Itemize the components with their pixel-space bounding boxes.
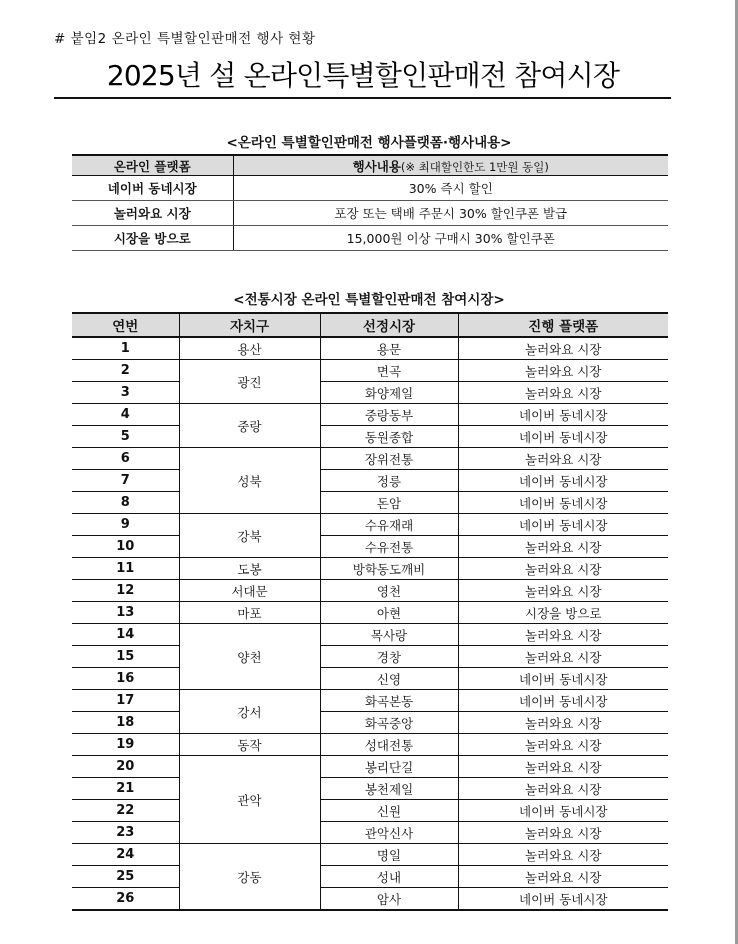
market-row bbox=[72, 602, 668, 624]
market-row bbox=[72, 514, 668, 536]
district-name: 관악 bbox=[179, 756, 320, 844]
row-number: 18 bbox=[72, 712, 179, 734]
market-name: 수유전통 bbox=[320, 536, 458, 558]
attachment-note: # 붙임2 온라인 특별할인판매전 행사 현황 bbox=[54, 31, 316, 47]
market-row bbox=[72, 822, 668, 844]
market-platform: 놀러와요 시장 bbox=[458, 624, 668, 646]
header-platform: 진행 플랫폼 bbox=[458, 313, 668, 337]
row-number: 3 bbox=[72, 382, 179, 404]
market-name: 관악신사 bbox=[320, 822, 458, 844]
header-content bbox=[233, 155, 668, 176]
market-platform: 놀러와요 시장 bbox=[458, 646, 668, 668]
market-name: 영천 bbox=[320, 580, 458, 602]
market-row bbox=[72, 734, 668, 756]
row-number: 15 bbox=[72, 646, 179, 668]
market-platform: 놀러와요 시장 bbox=[458, 536, 668, 558]
district-name: 광진 bbox=[179, 360, 320, 404]
market-name: 용문 bbox=[320, 337, 458, 360]
market-platform: 네이버 동네시장 bbox=[458, 426, 668, 448]
market-platform: 놀러와요 시장 bbox=[458, 866, 668, 888]
platform-content: 15,000원 이상 구매시 30% 할인쿠폰 bbox=[233, 226, 668, 251]
market-platform: 네이버 동네시장 bbox=[458, 888, 668, 911]
market-table-header bbox=[72, 313, 668, 337]
market-row bbox=[72, 778, 668, 800]
market-platform: 네이버 동네시장 bbox=[458, 690, 668, 712]
market-name: 암사 bbox=[320, 888, 458, 911]
market-row bbox=[72, 558, 668, 580]
market-platform: 놀러와요 시장 bbox=[458, 580, 668, 602]
district-name: 성북 bbox=[179, 448, 320, 514]
market-row bbox=[72, 624, 668, 646]
row-number: 22 bbox=[72, 800, 179, 822]
platform-table bbox=[72, 154, 668, 251]
platform-row bbox=[72, 226, 668, 251]
row-number: 2 bbox=[72, 360, 179, 382]
market-name: 면곡 bbox=[320, 360, 458, 382]
district-name: 용산 bbox=[179, 337, 320, 360]
market-table-body bbox=[72, 337, 668, 910]
market-name: 방학동도깨비 bbox=[320, 558, 458, 580]
market-name: 동원종합 bbox=[320, 426, 458, 448]
market-row bbox=[72, 844, 668, 866]
row-number: 8 bbox=[72, 492, 179, 514]
market-platform: 놀러와요 시장 bbox=[458, 756, 668, 778]
platform-content: 30% 즉시 할인 bbox=[233, 176, 668, 201]
market-table bbox=[72, 312, 668, 911]
market-name: 성내 bbox=[320, 866, 458, 888]
market-platform: 놀러와요 시장 bbox=[458, 337, 668, 360]
market-platform: 놀러와요 시장 bbox=[458, 822, 668, 844]
market-name: 돈암 bbox=[320, 492, 458, 514]
market-row bbox=[72, 382, 668, 404]
header-district: 자치구 bbox=[179, 313, 320, 337]
market-platform: 시장을 방으로 bbox=[458, 602, 668, 624]
row-number: 1 bbox=[72, 337, 179, 360]
market-name: 장위전통 bbox=[320, 448, 458, 470]
market-name: 화곡중앙 bbox=[320, 712, 458, 734]
market-name: 아현 bbox=[320, 602, 458, 624]
market-platform: 놀러와요 시장 bbox=[458, 382, 668, 404]
district-name: 강북 bbox=[179, 514, 320, 558]
platform-name: 놀러와요 시장 bbox=[72, 201, 233, 226]
header-market: 선정시장 bbox=[320, 313, 458, 337]
row-number: 20 bbox=[72, 756, 179, 778]
market-row bbox=[72, 470, 668, 492]
row-number: 10 bbox=[72, 536, 179, 558]
market-platform: 네이버 동네시장 bbox=[458, 514, 668, 536]
market-section-title: <전통시장 온라인 특별할인판매전 참여시장> bbox=[233, 292, 505, 308]
market-name: 성대전통 bbox=[320, 734, 458, 756]
market-name: 봉천제일 bbox=[320, 778, 458, 800]
market-platform: 놀러와요 시장 bbox=[458, 712, 668, 734]
district-name: 서대문 bbox=[179, 580, 320, 602]
row-number: 7 bbox=[72, 470, 179, 492]
header-no: 연번 bbox=[72, 313, 179, 337]
row-number: 24 bbox=[72, 844, 179, 866]
district-name: 마포 bbox=[179, 602, 320, 624]
header-platform: 온라인 플랫폼 bbox=[72, 155, 233, 176]
platform-name: 시장을 방으로 bbox=[72, 226, 233, 251]
market-row bbox=[72, 580, 668, 602]
district-name: 동작 bbox=[179, 734, 320, 756]
platform-row bbox=[72, 176, 668, 201]
row-number: 25 bbox=[72, 866, 179, 888]
market-row bbox=[72, 690, 668, 712]
market-platform: 놀러와요 시장 bbox=[458, 448, 668, 470]
row-number: 13 bbox=[72, 602, 179, 624]
row-number: 19 bbox=[72, 734, 179, 756]
row-number: 9 bbox=[72, 514, 179, 536]
market-row bbox=[72, 337, 668, 360]
market-platform: 네이버 동네시장 bbox=[458, 668, 668, 690]
market-platform: 놀러와요 시장 bbox=[458, 360, 668, 382]
row-number: 26 bbox=[72, 888, 179, 911]
row-number: 11 bbox=[72, 558, 179, 580]
market-row bbox=[72, 866, 668, 888]
market-row bbox=[72, 492, 668, 514]
market-name: 신원 bbox=[320, 800, 458, 822]
header-content-note: (※ 최대할인한도 1만원 동일) bbox=[400, 159, 549, 174]
title-underline bbox=[54, 97, 671, 99]
row-number: 23 bbox=[72, 822, 179, 844]
market-row bbox=[72, 712, 668, 734]
market-row bbox=[72, 800, 668, 822]
market-name: 화양제일 bbox=[320, 382, 458, 404]
market-platform: 네이버 동네시장 bbox=[458, 492, 668, 514]
market-name: 목사랑 bbox=[320, 624, 458, 646]
row-number: 4 bbox=[72, 404, 179, 426]
market-platform: 놀러와요 시장 bbox=[458, 844, 668, 866]
district-name: 중랑 bbox=[179, 404, 320, 448]
market-name: 정릉 bbox=[320, 470, 458, 492]
row-number: 5 bbox=[72, 426, 179, 448]
row-number: 21 bbox=[72, 778, 179, 800]
market-row bbox=[72, 536, 668, 558]
platform-table-header bbox=[72, 155, 668, 176]
market-name: 수유재래 bbox=[320, 514, 458, 536]
row-number: 17 bbox=[72, 690, 179, 712]
market-row bbox=[72, 756, 668, 778]
market-name: 중랑동부 bbox=[320, 404, 458, 426]
row-number: 12 bbox=[72, 580, 179, 602]
market-platform: 네이버 동네시장 bbox=[458, 404, 668, 426]
row-number: 6 bbox=[72, 448, 179, 470]
district-name: 도봉 bbox=[179, 558, 320, 580]
platform-name: 네이버 동네시장 bbox=[72, 176, 233, 201]
market-row bbox=[72, 426, 668, 448]
market-row bbox=[72, 888, 668, 911]
row-number: 14 bbox=[72, 624, 179, 646]
market-platform: 놀러와요 시장 bbox=[458, 734, 668, 756]
district-name: 강동 bbox=[179, 844, 320, 911]
market-platform: 네이버 동네시장 bbox=[458, 470, 668, 492]
market-platform: 놀러와요 시장 bbox=[458, 558, 668, 580]
market-name: 명일 bbox=[320, 844, 458, 866]
market-row bbox=[72, 360, 668, 382]
header-content-label: 행사내용 bbox=[352, 158, 401, 174]
market-name: 화곡본동 bbox=[320, 690, 458, 712]
platform-section-title: <온라인 특별할인판매전 행사플랫폼·행사내용> bbox=[226, 135, 512, 151]
market-row bbox=[72, 448, 668, 470]
market-row bbox=[72, 668, 668, 690]
page-title: 2025년 설 온라인특별할인판매전 참여시장 bbox=[106, 59, 620, 92]
market-platform: 놀러와요 시장 bbox=[458, 778, 668, 800]
market-row bbox=[72, 404, 668, 426]
market-row bbox=[72, 646, 668, 668]
market-name: 경창 bbox=[320, 646, 458, 668]
market-name: 신영 bbox=[320, 668, 458, 690]
district-name: 강서 bbox=[179, 690, 320, 734]
platform-content: 포장 또는 택배 주문시 30% 할인쿠폰 발급 bbox=[233, 201, 668, 226]
row-number: 16 bbox=[72, 668, 179, 690]
platform-row bbox=[72, 201, 668, 226]
market-platform: 네이버 동네시장 bbox=[458, 800, 668, 822]
district-name: 양천 bbox=[179, 624, 320, 690]
market-name: 봉리단길 bbox=[320, 756, 458, 778]
